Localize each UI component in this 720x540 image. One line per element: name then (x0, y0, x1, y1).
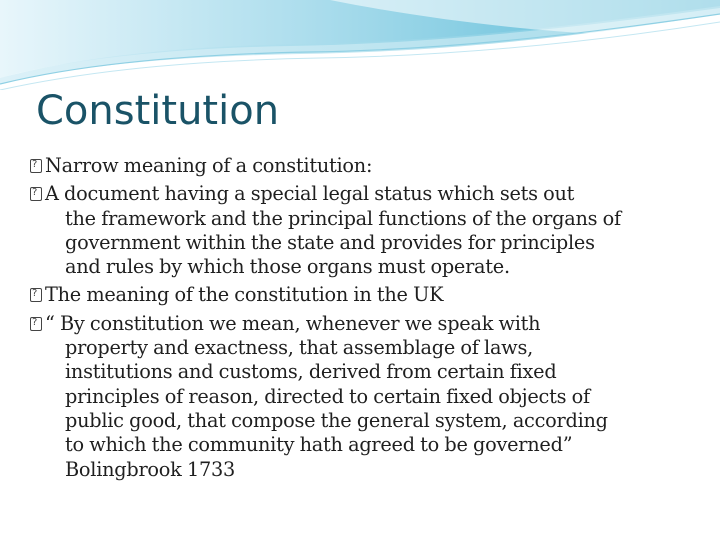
bullet-text (45, 182, 690, 279)
bullet-line: “ By constitution we mean, whenever we speak with (45, 311, 541, 335)
missing-glyph-box-icon (30, 288, 42, 302)
bullet-line: Bolingbrook 1733 (65, 457, 236, 481)
bullet-line: A document having a special legal status which sets out (45, 182, 575, 206)
slide-title: Constitution (36, 88, 280, 134)
bullet-line: property and exactness, that assemblage of laws, (65, 336, 533, 360)
missing-glyph-box-icon (30, 187, 42, 201)
bullet-line: the framework and the principal functions of the organs of (65, 206, 621, 230)
bullet-text (45, 154, 690, 178)
missing-glyph-box-icon (30, 317, 42, 331)
bullet-text (45, 312, 690, 482)
bullet-text (45, 283, 690, 307)
bullet-line: to which the community hath agreed to be governed” (65, 433, 573, 457)
bullet-list (30, 154, 690, 486)
bullet-item (30, 182, 690, 279)
header-wave-decoration (0, 0, 720, 90)
bullet-item (30, 312, 690, 482)
bullet-line: institutions and customs, derived from certain fixed (65, 360, 557, 384)
bullet-line: public good, that compose the general system, according (65, 408, 608, 432)
bullet-line: Narrow meaning of a constitution: (45, 154, 373, 177)
bullet-item (30, 283, 690, 307)
bullet-line: government within the state and provides for principles (65, 230, 595, 254)
missing-glyph-box-icon (30, 159, 42, 173)
bullet-line: and rules by which those organs must operate. (65, 255, 510, 279)
bullet-line: The meaning of the constitution in the UK (45, 283, 444, 307)
bullet-item (30, 154, 690, 178)
bullet-line: principles of reason, directed to certain fixed objects of (65, 384, 590, 408)
